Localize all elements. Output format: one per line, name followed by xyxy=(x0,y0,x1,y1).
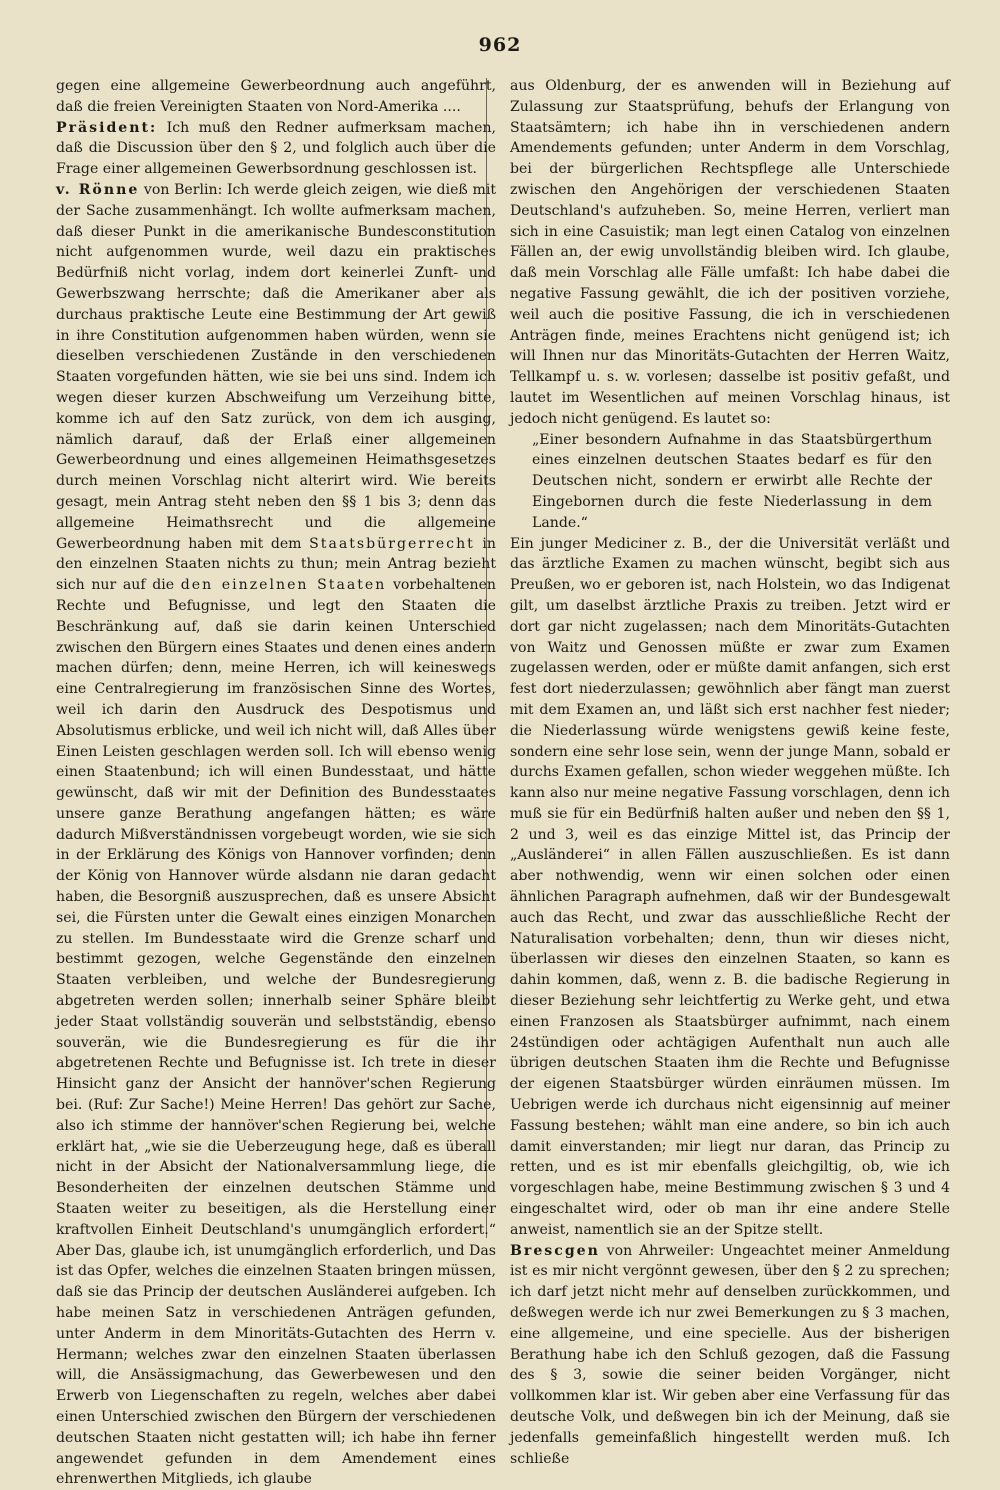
paragraph-text: vorbehaltenen Rechte und Befugnisse, und legt den Staaten die Beschränkung auf, daß sie darin keinen Unterschied zwischen den Bürgern eines Staates und denen eines andern machen dürfen; denn, meine Herren, ich will keineswegs eine Centralregierung im französischen Sinne des Wortes, weil ich darin den Ausdruck des Despotismus und Absolutismus erblicke, und weil ich nicht will, daß Alles über Einen Leisten geschlagen werden soll. Ich will ebenso wenig einen Staatenbund; ich will einen Bundesstaat, und hätte gewünscht, daß wir mit der Definition des Bundesstaates unsere ganze Berathung angefangen hätten; es wäre dadurch Mißverständnissen vorgebeugt worden, wie sie sich in der Erklärung des Königs von Hannover vorfinden; denn der König von Hannover würde alsdann nie daran gedacht haben, die Besorgniß auszusprechen, daß es unsere Absicht sei, die Fürsten unter die Gewalt eines einzigen Monarchen zu stellen. Im Bundesstaate wird die Grenze scharf und bestimmt gezogen, welche Gegenstände den einzelnen Staaten verbleiben, und welche der Bundesregierung abgetreten werden sollen; innerhalb seiner Sphäre bleibt jeder Staat vollständig souverän und selbstständig, ebenso souverän, wie die Bundesregierung es für die ihr abgetretenen Rechte und Befugnisse ist. Ich trete in dieser Hinsicht ganz der Ansicht der hannöver'schen Regierung bei. (Ruf: Zur Sache!) Meine Herren! Das gehört zur Sache, also ich stimme der hannöver'schen Regierung bei, welche erklärt hat, „wie sie die Ueberzeugung hege, daß es überall nicht in der Absicht der Nationalversammlung liege, die Besonderheiten der einzelnen deutschen Stämme und Staaten weiter zu beseitigen, als die Herstellung einer kraftvollen Einheit Deutschland's unumgänglich erfordert.“ Aber Das, glaube ich, ist unumgänglich erforderlich, und Das ist das Opfer, welches die einzelnen Staaten bringen müssen, daß sie das Princip der deutschen Ausländerei aufgeben. Ich habe meinen Satz in verschiedenen Anträgen gefunden, unter Anderm in dem Minoritäts-Gutachten des Herrn v. Hermann; welches zwar den einzelnen Staaten überlassen will, die Ansässigmachung, das Gewerbewesen und den Erwerb von Liegenschaften zu regeln, welches aber dabei einen Unterschied zwischen den Bürgern der verschiedenen deutschen Staaten nicht gestatten will; ich habe ihn ferner angewendet gefunden in dem Amendement eines ehrenwerthen Mitglieds, ich glaube xyxy=(56,577,496,1488)
page-number: 962 xyxy=(478,34,522,56)
speaker-name: Brescgen xyxy=(510,1242,600,1259)
paragraph-text: aus Oldenburg, der es anwenden will in Beziehung auf Zulassung zur Staatsprüfung, behufs der Erlangung von Staatsämtern; ich habe ihn in verschiedenen andern Amendements gefunden; unter Anderm in dem Vorschlag, bei der bürgerlichen Rechtspflege alle Unterschiede zwischen den Angehörigen der verschiedenen Staaten Deutschland's aufzuheben. So, meine Herren, verliert man sich in eine Casuistik; man legt einen Catalog von einzelnen Fällen an, der ewig unvollständig bleiben wird. Ich glaube, daß mein Vorschlag alle Fälle umfaßt: Ich habe dabei die negative Fassung gewählt, die ich der positiven vorziehe, weil auch die positive Fassung, die ich in verschiedenen Anträgen finde, meines Erachtens nicht genügend ist; ich will Ihnen nur das Minoritäts-Gutachten der Herren Waitz, Tellkampf u. s. w. vorlesen; dasselbe ist positiv gefaßt, und lautet im Wesentlichen auf meinen Vorschlag hinaus, ist jedoch nicht genügend. Es lautet so: xyxy=(510,78,950,427)
paragraph xyxy=(510,1241,950,1470)
paragraph xyxy=(510,76,950,430)
paragraph xyxy=(56,118,496,180)
emphasis-text: Staatsbürgerrecht xyxy=(309,535,475,552)
right-column xyxy=(510,76,950,1469)
paragraph xyxy=(510,534,950,1241)
speaker-name: Präsident: xyxy=(56,119,158,136)
paragraph-text: gegen eine allgemeine Gewerbeordnung auch angeführt, daß die freien Vereinigten Staaten von Nord-Amerika .... xyxy=(56,78,496,115)
block-quote: „Einer besondern Aufnahme in das Staatsbürgerthum eines einzelnen deutschen Staates bedarf es für den Deutschen nicht, sondern er erwirbt alle Rechte der Eingebornen durch die feste Niederlassung in dem Lande.“ xyxy=(532,431,932,531)
paragraph xyxy=(56,180,496,1490)
paragraph-text: in den einzelnen Staaten nichts zu thun; mein Antrag bezieht sich nur auf die xyxy=(56,535,496,594)
paragraph-text: von Ahrweiler: Ungeachtet meiner Anmeldung ist es mir nicht vergönnt gewesen, über den § 2 zu sprechen; ich darf jetzt nicht mehr auf denselben zurückkommen, und deßwegen werde ich nur zwei Bemerkungen zu § 3 machen, eine allgemeine, und eine specielle. Aus der bisherigen Berathung habe ich den Schluß gezogen, daß die Fassung des § 3, sowie die seiner beiden Vorgänger, nicht vollkommen klar ist. Wir geben aber eine Verfassung für das deutsche Volk, und deßwegen bin ich der Meinung, daß sie jedenfalls gemeinfaßlich hingestellt werden muß. Ich schließe xyxy=(510,1242,950,1467)
paragraph-text: von Berlin: Ich werde gleich zeigen, wie dieß mit der Sache zusammenhängt. Ich wollte aufmerksam machen, daß dieser Punkt in die amerikanische Bundesconstitution nicht aufgenommen wurde, weil dazu ein praktisches Bedürfniß nicht vorlag, indem dort keinerlei Zunft- und Gewerbszwang herrschte; daß die Amerikaner aber als durchaus praktische Leute eine Bestimmung der Art gewiß in ihre Constitution aufgenommen haben würden, wenn sie dieselben verschiedenen Zustände in den verschiedenen Staaten vorgefunden hätten, wie sie bei uns sind. Indem ich wegen dieser kurzen Abschweifung um Verzeihung bitte, komme ich auf den Satz zurück, von dem ich ausging, nämlich darauf, daß der Erlaß einer allgemeinen Gewerbeordnung und eines allgemeinen Heimathsgesetzes durch meinen Vorschlag nicht alterirt wird. Wie bereits gesagt, mein Antrag steht neben den §§ 1 bis 3; denn das allgemeine Heimathsrecht und die allgemeine Gewerbeordnung haben mit dem xyxy=(56,181,496,552)
paragraph-text: Ich muß den Redner aufmerksam machen, daß die Discussion über den § 2, und folglich auch über die Frage einer allgemeinen Gewerbsordnung geschlossen ist. xyxy=(56,119,496,178)
emphasis-text: den einzelnen Staaten xyxy=(180,577,387,594)
speaker-name: v. Rönne xyxy=(56,181,140,198)
paragraph xyxy=(56,76,496,118)
paragraph-text: Ein junger Mediciner z. B., der die Universität verläßt und das ärztliche Examen zu machen wünscht, begibt sich aus Preußen, wo er geboren ist, nach Holstein, wo das Indigenat gilt, um daselbst ärztliche Praxis zu treiben. Jetzt wird er dort gar nicht zugelassen; nach dem Minoritäts-Gutachten von Waitz und Genossen müßte er zwar zum Examen zugelassen werden, oder er müßte damit anfangen, sich erst fest dort niederzulassen; gewöhnlich aber fängt man zuerst mit dem Examen an, und läßt sich erst nachher fest nieder; die Niederlassung würde wenigstens gewiß keine feste, sondern eine sehr lose sein, wenn der junge Mann, sobald er durchs Examen gefallen, schon wieder weggehen müßte. Ich kann also nur meine negative Fassung vorschlagen, denn ich muß sie für ein Bedürfniß halten außer und neben den §§ 1, 2 und 3, weil es das einzige Mittel ist, das Princip der „Ausländerei“ in allen Fällen auszuschließen. Es ist dann aber nothwendig, wenn wir einen solchen oder einen ähnlichen Paragraph aufnehmen, daß wir der Bundesgewalt auch das Recht, und zwar das ausschließliche Recht der Naturalisation vorbehalten; denn, thun wir dieses nicht, überlassen wir dieses den einzelnen Staaten, so kann es dahin kommen, daß, wenn z. B. die badische Regierung in dieser Beziehung sehr leichtfertig zu Werke geht, und etwa einen Franzosen als Staatsbürger aufnimmt, nach einem 24stündigen oder achtägigen Aufenthalt nun auch alle übrigen deutschen Staaten ihm die Rechte und Befugnisse der eigenen Staatsbürger würden einräumen müssen. Im Uebrigen werde ich durchaus nicht eigensinnig auf meiner Fassung bestehen; wählt man eine andere, so bin ich auch damit einverstanden; mir liegt nur daran, das Princip zu retten, und es ist mir ebenfalls gleichgiltig, ob, wie ich vorgeschlagen habe, meine Bestimmung zwischen § 3 und 4 eingeschaltet wird, oder ob man ihr eine andere Stelle anweist, namentlich sie an der Spitze stellt. xyxy=(510,535,950,1238)
left-column xyxy=(56,76,496,1490)
